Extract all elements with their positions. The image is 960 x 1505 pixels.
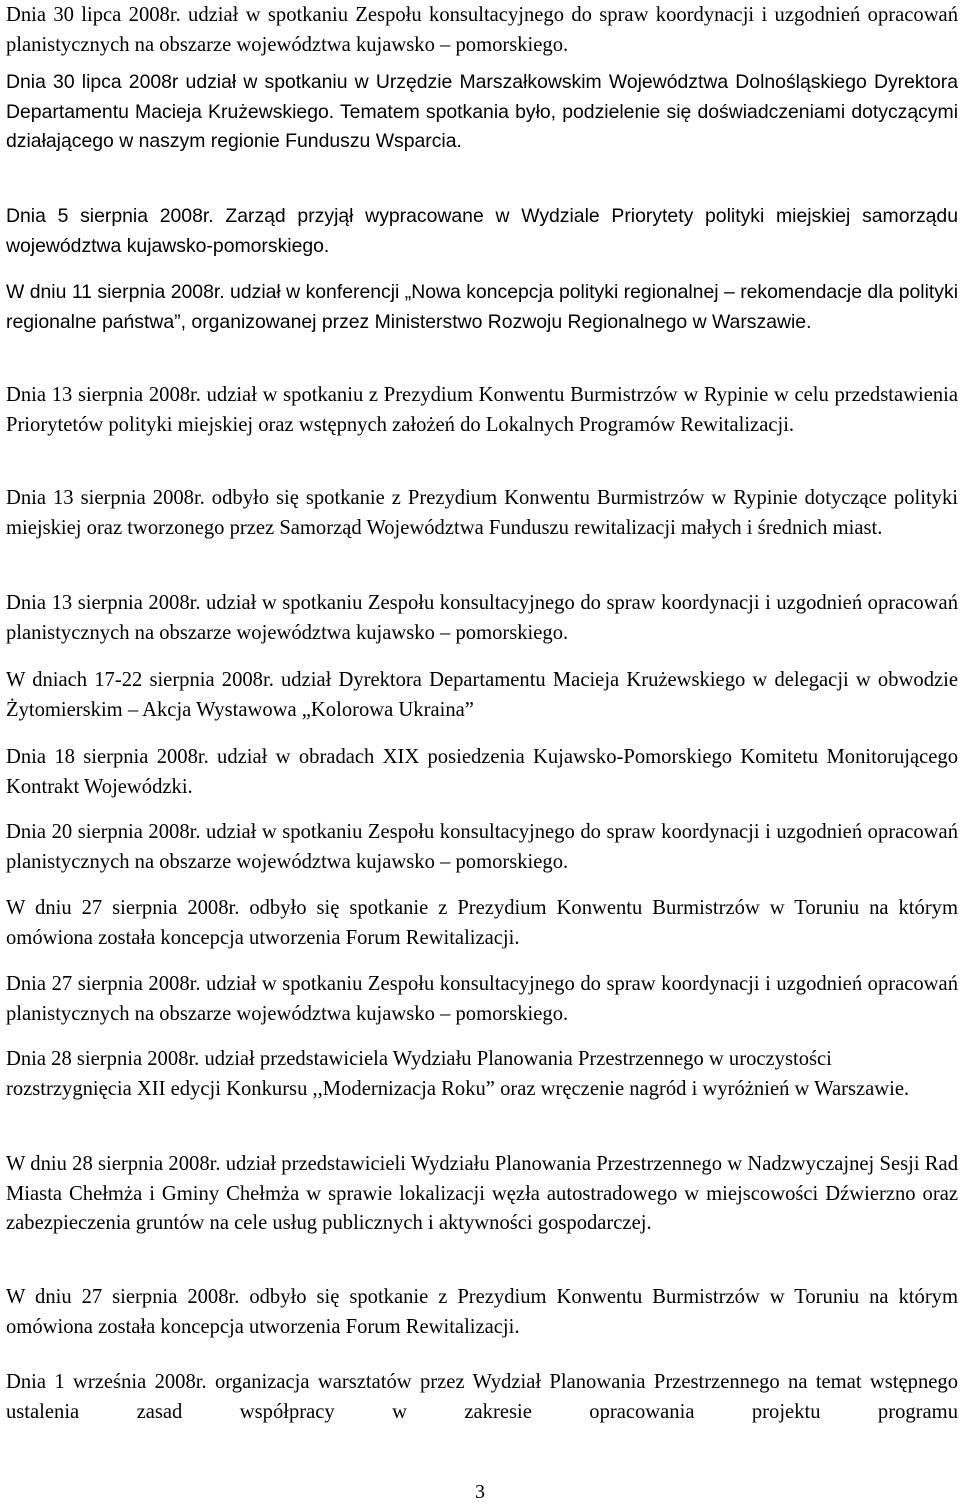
entry-16: Dnia 1 września 2008r. organizacja warsztatów przez Wydział Planowania Przestrzennego na temat wstępnego ustalenia zasad współpracy w zakresie opracowania projektu programu xyxy=(6,1371,958,1423)
entry-6: Dnia 13 sierpnia 2008r. odbyło się spotkanie z Prezydium Konwentu Burmistrzów w Rypinie dotyczące polityki miejskiej oraz tworzonego przez Samorząd Województwa Funduszu rewitalizacji małych i średnich miast. xyxy=(6,487,958,539)
entry-15: W dniu 27 sierpnia 2008r. odbyło się spotkanie z Prezydium Konwentu Burmistrzów w Toruniu na którym omówiona została koncepcja utworzenia Forum Rewitalizacji. xyxy=(6,1286,958,1338)
entry-4: W dniu 11 sierpnia 2008r. udział w konferencji „Nowa koncepcja polityki regionalnej – rekomendacje dla polityki regionalne państwa”, organizowanej przez Ministerstwo Rozwoju Regionalnego w Warszawie. xyxy=(6,281,958,333)
entry-12: Dnia 27 sierpnia 2008r. udział w spotkaniu Zespołu konsultacyjnego do spraw koordynacji i uzgodnień opracowań planistycznych na obszarze województwa kujawsko – pomorskiego. xyxy=(6,973,958,1025)
entry-9: Dnia 18 sierpnia 2008r. udział w obradach XIX posiedzenia Kujawsko-Pomorskiego Komitetu Monitorującego Kontrakt Wojewódzki. xyxy=(6,746,958,798)
entry-11: W dniu 27 sierpnia 2008r. odbyło się spotkanie z Prezydium Konwentu Burmistrzów w Toruniu na którym omówiona została koncepcja utworzenia Forum Rewitalizacji. xyxy=(6,897,958,949)
entry-2: Dnia 30 lipca 2008r udział w spotkaniu w Urzędzie Marszałkowskim Województwa Dolnośląskiego Dyrektora Departamentu Macieja Krużewskiego. Tematem spotkania było, podzielenie się doświadczeniami dotyczącymi działającego w naszym regionie Funduszu Wsparcia. xyxy=(6,71,958,153)
entry-7: Dnia 13 sierpnia 2008r. udział w spotkaniu Zespołu konsultacyjnego do spraw koordynacji i uzgodnień opracowań planistycznych na obszarze województwa kujawsko – pomorskiego. xyxy=(6,592,958,644)
entry-1: Dnia 30 lipca 2008r. udział w spotkaniu Zespołu konsultacyjnego do spraw koordynacji i uzgodnień opracowań planistycznych na obszarze województwa kujawsko – pomorskiego. xyxy=(6,4,958,56)
entry-13: Dnia 28 sierpnia 2008r. udział przedstawiciela Wydziału Planowania Przestrzennego w uroczystości rozstrzygnięcia XII edycji Konkursu ,,Modernizacja Roku” oraz wręczenie nagród i wyróżnień w Warszawie. xyxy=(6,1048,910,1100)
entry-5: Dnia 13 sierpnia 2008r. udział w spotkaniu z Prezydium Konwentu Burmistrzów w Rypinie w celu przedstawienia Priorytetów polityki miejskiej oraz wstępnych założeń do Lokalnych Programów Rewitalizacji. xyxy=(6,384,958,436)
page-number: 3 xyxy=(475,1481,485,1503)
entry-3: Dnia 5 sierpnia 2008r. Zarząd przyjął wypracowane w Wydziale Priorytety polityki miejskiej samorządu województwa kujawsko-pomorskiego. xyxy=(6,205,958,257)
entry-8: W dniach 17-22 sierpnia 2008r. udział Dyrektora Departamentu Macieja Krużewskiego w delegacji w obwodzie Żytomierskim – Akcja Wystawowa „Kolorowa Ukraina” xyxy=(6,669,958,721)
entry-14: W dniu 28 sierpnia 2008r. udział przedstawicieli Wydziału Planowania Przestrzennego w Nadzwyczajnej Sesji Rad Miasta Chełmża i Gminy Chełmża w sprawie lokalizacji węzła autostradowego w miejscowości Dźwierzno oraz zabezpieczenia gruntów na cele usług publicznych i aktywności gospodarczej. xyxy=(6,1153,958,1235)
entry-10: Dnia 20 sierpnia 2008r. udział w spotkaniu Zespołu konsultacyjnego do spraw koordynacji i uzgodnień opracowań planistycznych na obszarze województwa kujawsko – pomorskiego. xyxy=(6,821,958,873)
